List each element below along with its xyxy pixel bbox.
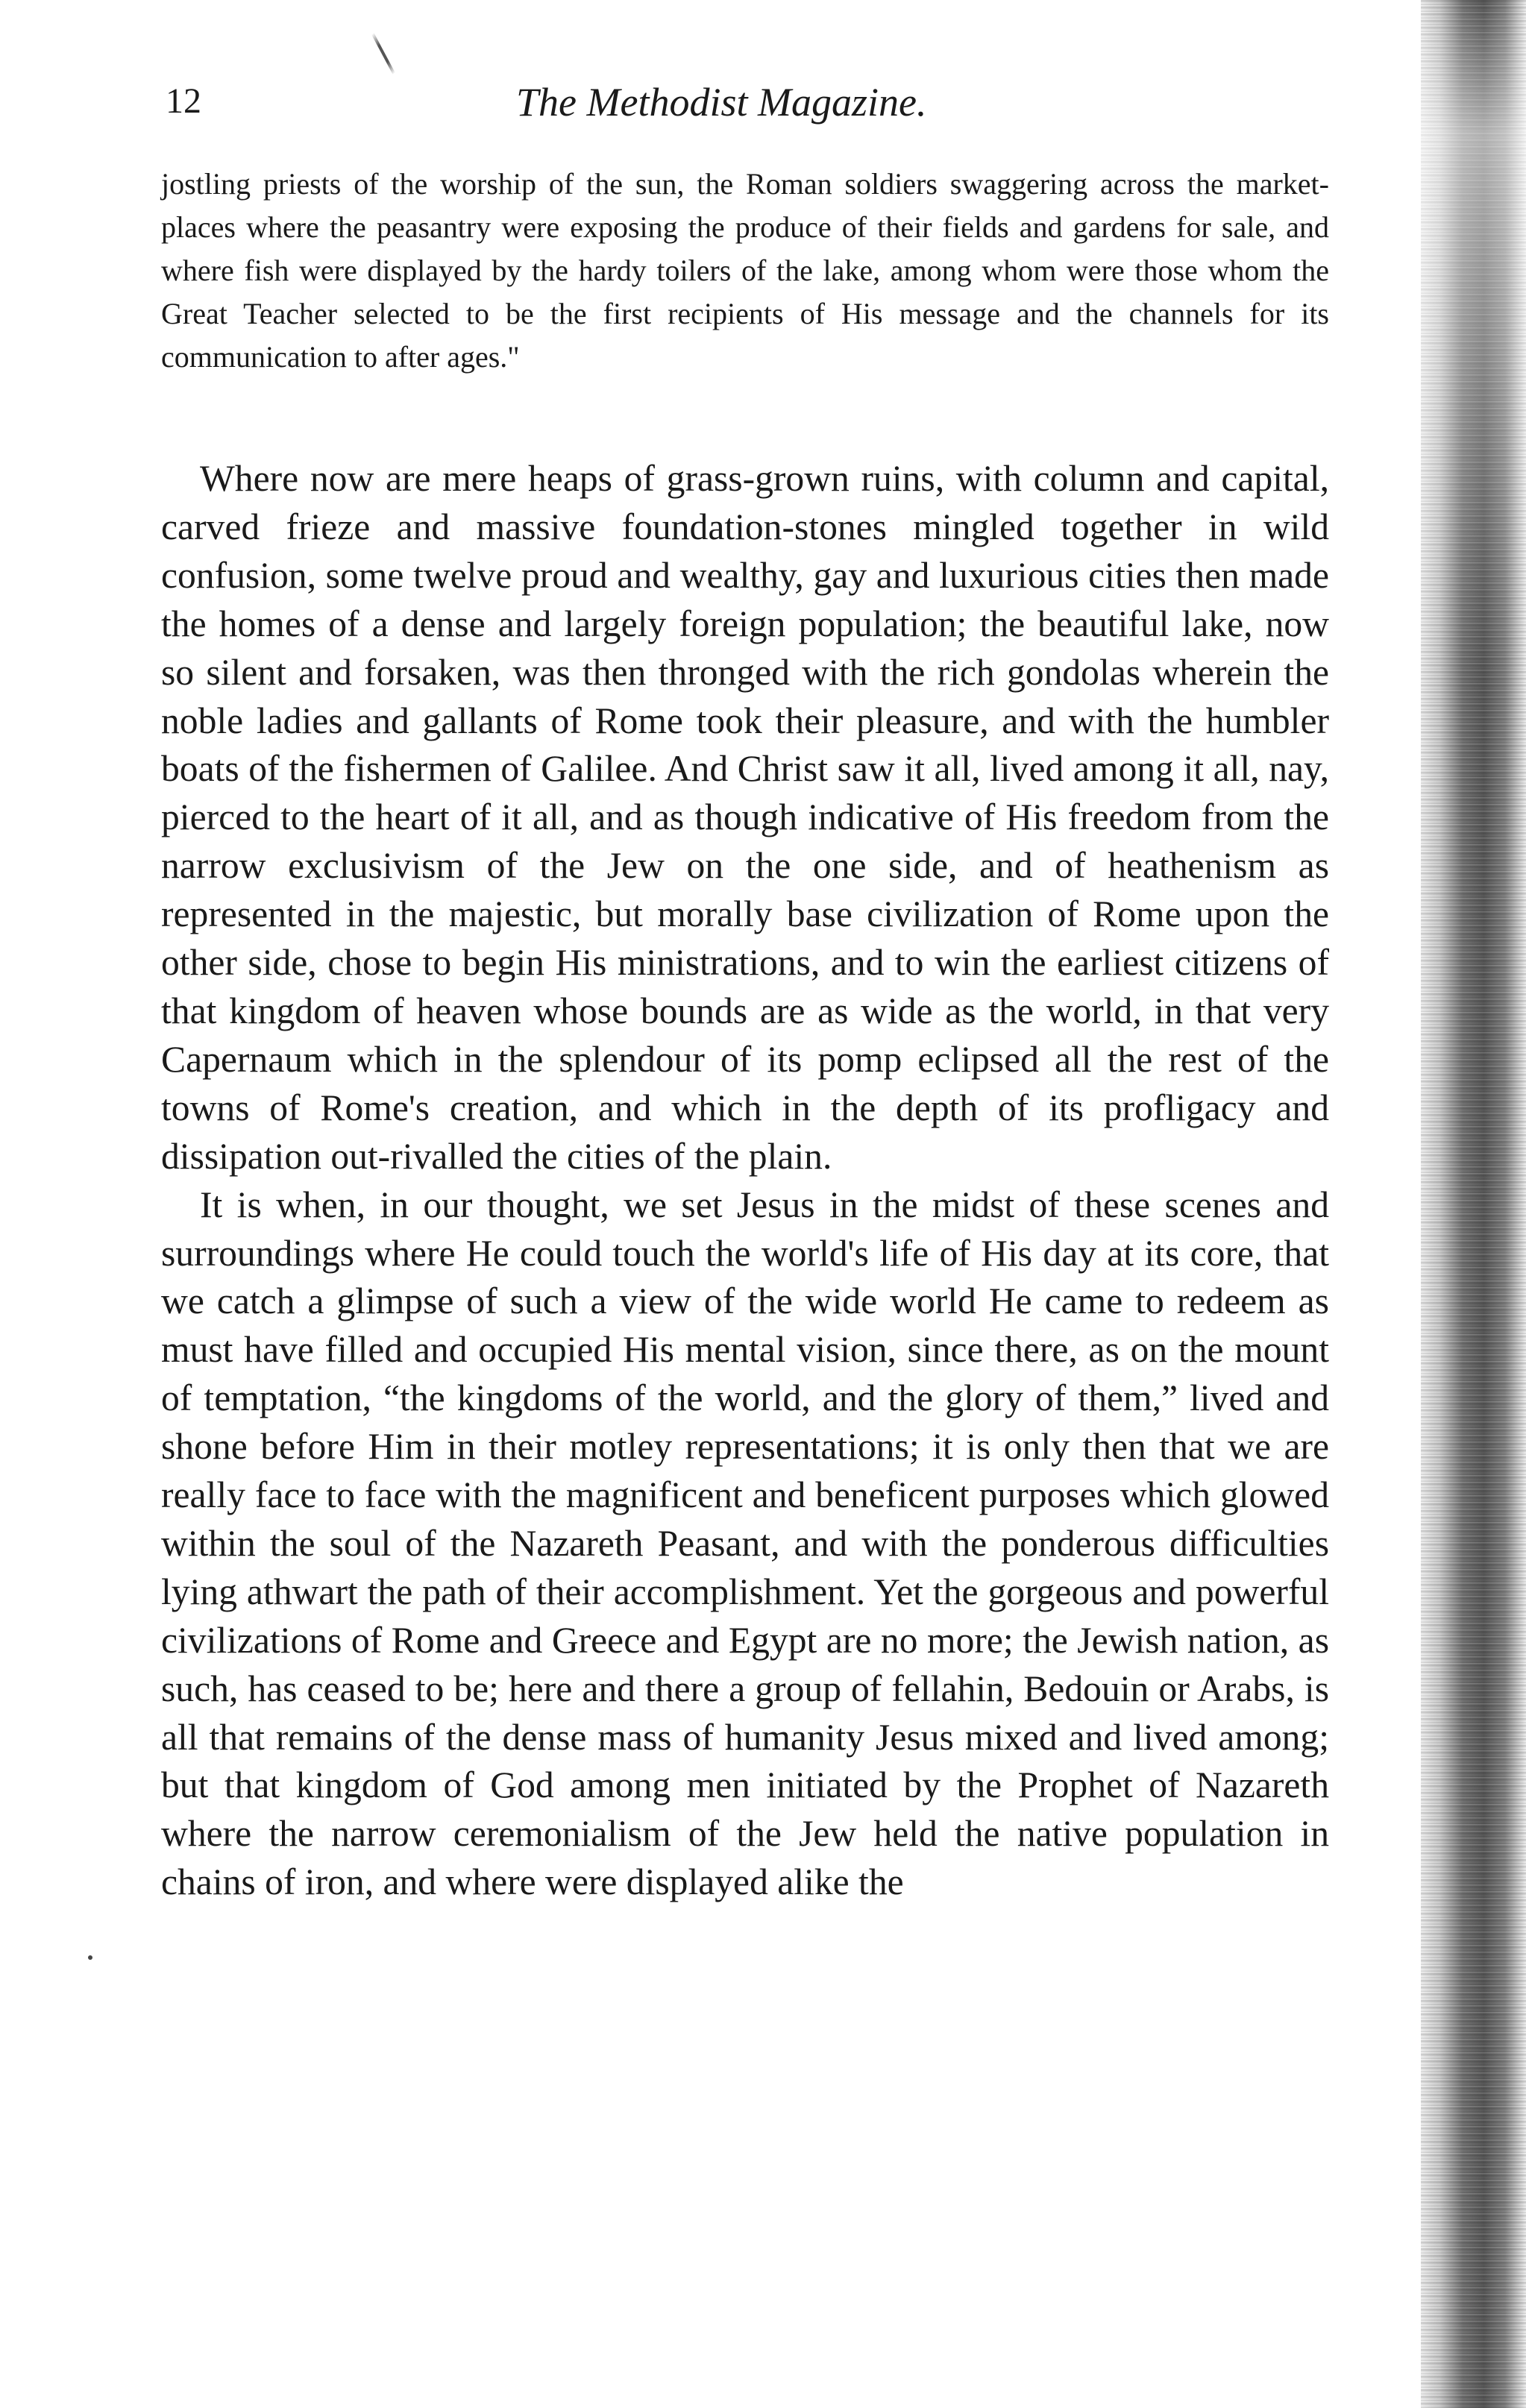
page-number: 12 [166, 81, 201, 121]
paragraph-1: Where now are mere heaps of grass-grown ruins, with column and capital, carved frieze and massive foundation-stones mingled together in wild confusion, some twelve proud and wealthy, gay and luxurious cities then made the homes of a dense and largely foreign population; the beautiful lake, now so silent and forsaken, was then thronged with the rich gondolas wherein the noble ladies and gallants of Rome took their pleasure, and with the humbler boats of the fishermen of Galilee. And Christ saw it all, lived among it all, nay, pierced to the heart of it all, and as though indicative of His freedom from the narrow exclusivism of the Jew on the one side, and of heathenism as represented in the majestic, but morally base civilization of Rome upon the other side, chose to begin His ministrations, and to win the earliest citizens of that kingdom of heaven whose bounds are as wide as the world, in that very Capernaum which in the splendour of its pomp eclipsed all the rest of the towns of Rome's creation, and which in the depth of its profligacy and dissipation out-rivalled the cities of the plain. [161, 458, 1329, 1177]
paragraph-2: It is when, in our thought, we set Jesus in the midst of these scenes and surroundings where He could touch the world's life of His day at its core, that we catch a glimpse of such a view of the wide world He came to redeem as must have filled and occupied His mental vision, since there, as on the mount of temptation, “the kingdoms of the world, and the glory of them,” lived and shone before Him in their motley representations; it is only then that we are really face to face with the magnificent and beneficent purposes which glowed within the soul of the Nazareth Peasant, and with the ponderous difficulties lying athwart the path of their accomplishment. Yet the gorgeous and powerful civilizations of Rome and Greece and Egypt are no more; the Jewish nation, as such, has ceased to be; here and there a group of fellahin, Bedouin or Arabs, is all that remains of the dense mass of humanity Jesus mixed and lived among; but that kingdom of God among men initiated by the Prophet of Nazareth where the narrow ceremonialism of the Jew held the native population in chains of iron, and where were displayed alike the [161, 1183, 1329, 1903]
scan-speck [88, 1955, 92, 1960]
scan-mark [371, 34, 395, 75]
scanned-page-edge-highlight [1421, 0, 1526, 671]
body-text [161, 455, 1329, 1907]
running-title: The Methodist Magazine. [516, 80, 927, 125]
page-header [166, 75, 1337, 134]
quoted-passage: jostling priests of the worship of the sun, the Roman soldiers swaggering across the market-places where the peasantry were exposing the produce of their fields and gardens for sale, and where fish were displayed by the hardy toilers of the lake, among whom were those whom the Great Teacher selected to be the first recipients of His message and the channels for its communication to after ages." [161, 167, 1329, 374]
